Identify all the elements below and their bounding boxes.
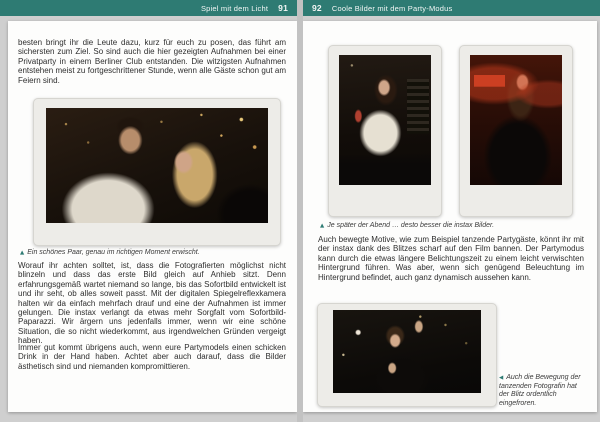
body-paragraph: Immer gut kommt übrigens auch, wenn eure Partymodels einen schicken Drink in der Hand haben. Achtet aber auch darauf, dass die Bilder ästhetisch sind und niemanden kompromittieren. <box>18 343 286 371</box>
photo-caption <box>20 249 280 258</box>
caption-arrow-up-icon: ▲ <box>320 222 325 229</box>
page-number-left: 91 <box>278 3 288 13</box>
page-left <box>8 21 297 412</box>
photo-woman-with-drink <box>339 55 431 185</box>
photo-dancing-photographer <box>333 310 481 393</box>
body-paragraph: Worauf ihr achten solltet, ist, dass die Fotografierten möglichst nicht blinzeln und dass das erste Bild gleich auf Anhieb sitzt. Denn erfahrungsgemäß wartet niemand so lange, bis das Sofortbild entwickelt ist und ihr seht, ob alles soweit passt. Mit der digitalen Spiegelreflexkamera halten wir da einfach mehrfach drauf und eine der Aufnahmen ist immer gelungen. Die instax verlangt da etwas mehr Sorgfalt vom Sofortbild-Paparazzi. Wir ärgern uns jedenfalls immer, wenn wir eine schöne Situation, die so nicht wiederkommt, aus irgendwelchen Gründen vergeigt haben. <box>18 261 286 346</box>
photo-couple-at-party <box>46 108 268 223</box>
caption-arrow-left-icon: ◀ <box>499 374 504 381</box>
chapter-title-right: Coole Bilder mit dem Party-Modus <box>331 3 453 13</box>
polaroid-photo-couple <box>33 98 281 246</box>
body-paragraph: besten bringt ihr die Leute dazu, kurz für euch zu posen, das führt am sichersten zum Ziel. So sind auch die hier gezeigten Aufnahmen bei einer Privatparty in einem Berliner Club entstanden. Die witzigsten Aufnahmen entstehen meist zu fortgeschrittener Stunde, wenn alle Gäste schon gut am Feiern sind. <box>18 38 286 85</box>
page-right <box>303 21 597 412</box>
caption-text: Auch die Bewegung der tanzenden Fotografin hat der Blitz ordentlich eingefroren. <box>499 374 581 407</box>
photo-smiling-woman-red-light <box>470 55 562 185</box>
chapter-title-left: Spiel mit dem Licht <box>200 3 269 13</box>
page-seam <box>297 0 303 422</box>
body-paragraph: Auch bewegte Motive, wie zum Beispiel tanzende Partygäste, könnt ihr mit der instax dank des Blitzes scharf auf den Film bannen. Der Partymodus kann durch die etwas längere Belichtungszeit zu einem leicht verwischten Hintergrund führen. Was aber, wenn sich genügend Beleuchtung im Hintergrund befindet, auch ganz dynamisch aussehen kann. <box>318 235 584 282</box>
caption-text: Ein schönes Paar, genau im richtigen Moment erwischt. <box>27 249 200 256</box>
photo-caption <box>320 222 584 231</box>
polaroid-photo-woman-drink <box>328 45 442 217</box>
photo-caption <box>499 374 587 408</box>
polaroid-photo-dancer <box>317 303 497 407</box>
page-number-right: 92 <box>312 3 322 13</box>
polaroid-photo-woman-smiling <box>459 45 573 217</box>
running-header-left <box>0 0 297 16</box>
caption-arrow-up-icon: ▲ <box>20 249 25 256</box>
running-header-right <box>303 0 600 16</box>
caption-text: Je später der Abend … desto besser die instax Bilder. <box>327 222 495 229</box>
